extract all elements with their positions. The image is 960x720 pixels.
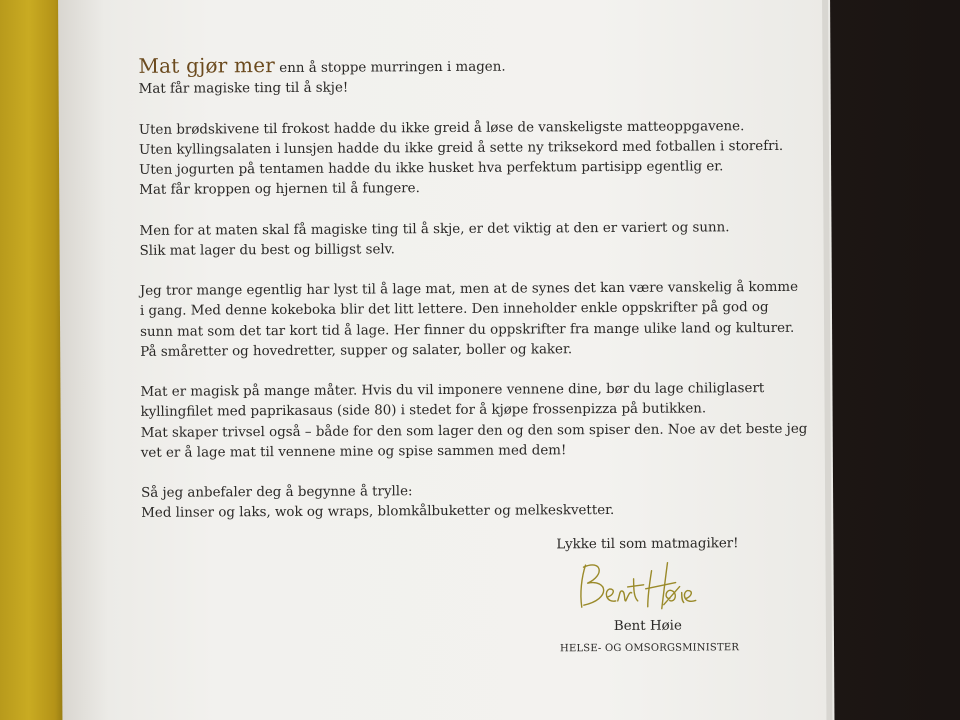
paragraph-line: i gang. Med denne kokeboka blir det litt lettere. Den inneholder enkle oppskrifter på god og [139, 300, 769, 320]
paragraph-line: Uten jogurten på tentamen hadde du ikke husket hva perfektum partisipp egentlig er. [139, 159, 724, 178]
paragraph [140, 379, 820, 464]
paragraph-line: sunn mat som det tar kort tid å lage. Her finner du oppskrifter fra mange ulike land og kulturer. [140, 320, 795, 340]
paragraph [139, 116, 819, 201]
paragraph-line: Mat får kroppen og hjernen til å fungere. [139, 181, 420, 199]
signoff-text: Lykke til som matmagiker! [556, 536, 739, 553]
paragraph-line: kyllingfilet med paprikasaus (side 80) i stedet for å kjøpe frossenpizza på butikken. [140, 401, 707, 421]
paragraph [141, 480, 821, 525]
paragraph-line: Med linser og laks, wok og wraps, blomkålbuketter og melkeskvetter. [141, 503, 615, 522]
book-page [58, 0, 835, 720]
paragraph-line: På småretter og hovedretter, supper og salater, boller og kaker. [140, 342, 573, 360]
letter-body [138, 52, 821, 545]
paragraph [140, 278, 820, 363]
handwritten-signature [571, 556, 701, 619]
paragraph [139, 76, 819, 100]
paragraph-line: Mat skaper trivsel også – både for den som lager den og den som spiser den. Noe av det beste jeg [140, 421, 808, 441]
paragraph-line: Men for at maten skal få magiske ting til å skje, er det viktig at den er variert og sunn. [139, 219, 730, 239]
heading-rest: enn å stoppe murringen i magen. [279, 59, 506, 77]
paragraph-line: Så jeg anbefaler deg å begynne å trylle: [141, 484, 413, 502]
paragraph-line: Slik mat lager du best og billigst selv. [139, 242, 395, 259]
paragraph-line: vet er å lage mat til vennene mine og spise sammen med dem! [140, 443, 567, 461]
paragraph-line: Jeg tror mange egentlig har lyst til å lage mat, men at de synes det kan være vanskelig å komme [139, 280, 799, 300]
signer-name: Bent Høie [613, 618, 682, 634]
paragraph-line: Mat får magiske ting til å skje! [138, 80, 349, 98]
heading-title: Mat gjør mer [138, 53, 276, 78]
paragraph-line: Uten kyllingsalaten i lunsjen hadde du ikke greid å sette ny triksekord med fotballen i storefri. [138, 138, 784, 158]
paragraph-line: Mat er magisk på mange måter. Hvis du vil imponere vennene dine, bør du lage chiliglasert [140, 381, 765, 401]
paragraph-line: Uten brødskivene til frokost hadde du ikke greid å løse de vanskeligste matteoppgavene. [138, 118, 745, 138]
signer-title: HELSE- OG OMSORGSMINISTER [559, 642, 740, 655]
paragraph [139, 217, 819, 262]
